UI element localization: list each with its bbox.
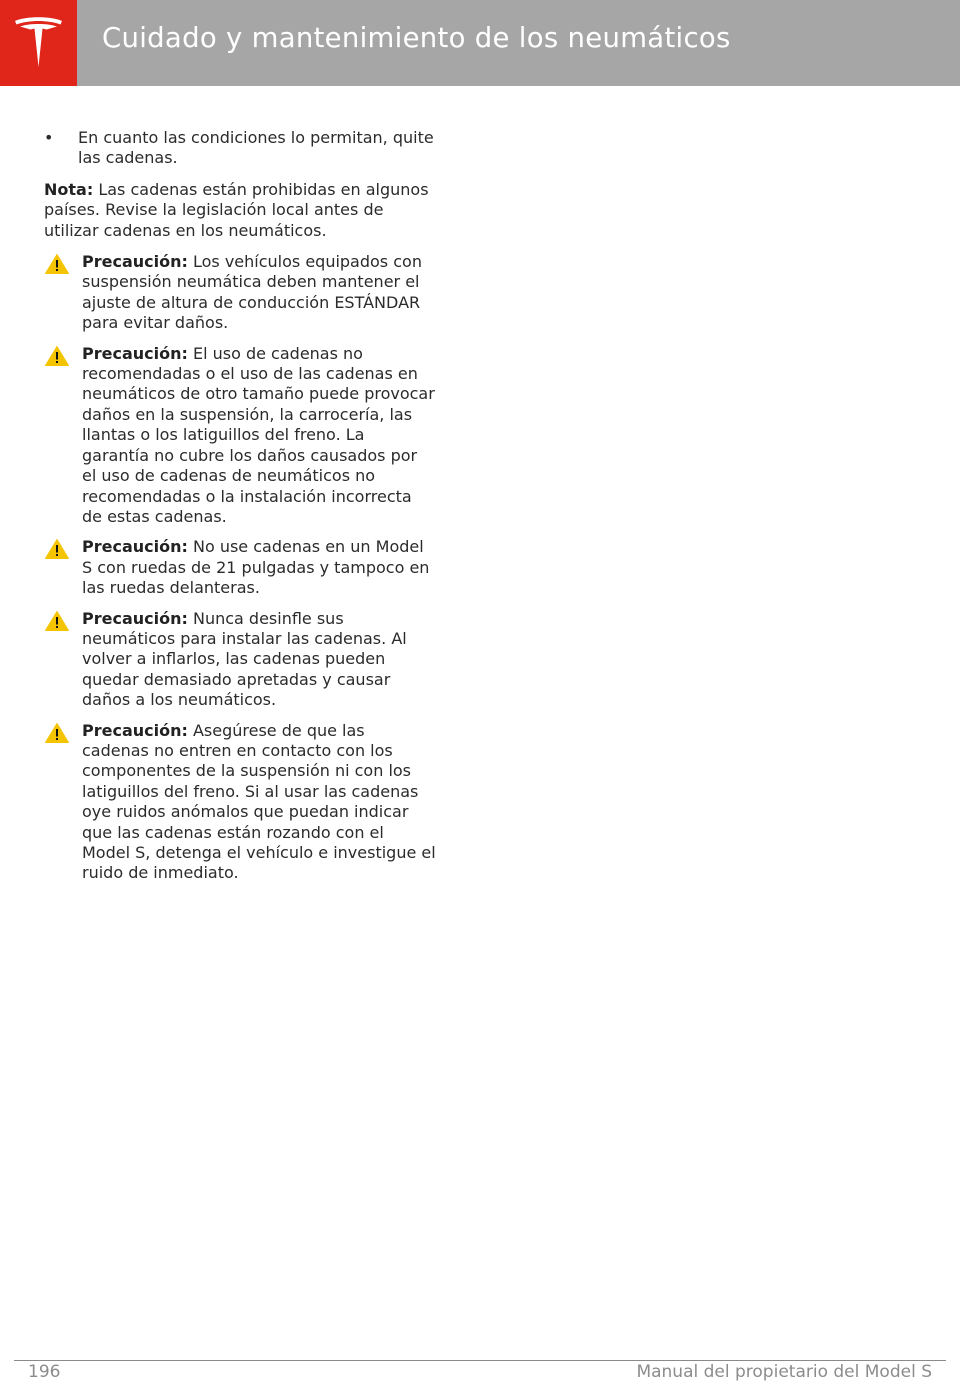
page-header: [0, 0, 960, 86]
note-label: Nota:: [44, 179, 94, 199]
caution-text: Los vehículos equipados con suspensión neumática deben mantener el ajuste de altura de conducción ESTÁNDAR para evitar daños.: [82, 252, 422, 333]
page-title: Cuidado y mantenimiento de los neumáticos: [102, 22, 731, 54]
page-number: 196: [28, 1362, 61, 1382]
bullet-marker: •: [44, 128, 54, 147]
bullet-item: [44, 128, 436, 169]
caution-block: [44, 344, 436, 528]
footer-divider: [14, 1360, 946, 1361]
tesla-logo-icon: [13, 17, 64, 69]
caution-block: [44, 252, 436, 334]
caution-text: Nunca desinfle sus neumáticos para instalar las cadenas. Al volver a inflarlos, las cadenas pueden quedar demasiado apretadas y causar daños a los neumáticos.: [82, 608, 407, 710]
caution-text: Asegúrese de que las cadenas no entren en contacto con los componentes de la suspensión ni con los latiguillos del freno. Si al usar las cadenas oye ruidos anómalos que puedan indicar que las cadenas están rozando con el Model S, detenga el vehículo e investigue el ruido de inmediato.: [82, 720, 436, 883]
caution-text: No use cadenas en un Model S con ruedas de 21 pulgadas y tampoco en las ruedas delanteras.: [82, 537, 430, 598]
caution-text: El uso de cadenas no recomendadas o el uso de las cadenas en neumáticos de otro tamaño puede provocar daños en la suspensión, la carrocería, las llantas o los latiguillos del freno. La garantía no cubre los daños causados por el uso de cadenas de neumáticos no recomendadas o la instalación incorrecta de estas cadenas.: [82, 343, 435, 526]
footer-title: Manual del propietario del Model S: [636, 1362, 932, 1382]
main-content: [44, 128, 436, 894]
caution-label: Precaución:: [82, 608, 188, 628]
caution-block: [44, 537, 436, 598]
warning-triangle-icon: [44, 345, 70, 367]
caution-label: Precaución:: [82, 720, 188, 740]
bullet-text: En cuanto las condiciones lo permitan, quite las cadenas.: [78, 128, 434, 168]
note-paragraph: [44, 180, 436, 241]
caution-label: Precaución:: [82, 252, 188, 272]
caution-label: Precaución:: [82, 343, 188, 363]
warning-triangle-icon: [44, 610, 70, 632]
caution-block: [44, 609, 436, 711]
warning-triangle-icon: [44, 538, 70, 560]
caution-block: [44, 721, 436, 884]
note-text: Las cadenas están prohibidas en algunos países. Revise la legislación local antes de utilizar cadenas en los neumáticos.: [44, 179, 429, 240]
caution-label: Precaución:: [82, 537, 188, 557]
warning-triangle-icon: [44, 722, 70, 744]
logo-block: [0, 0, 77, 86]
warning-triangle-icon: [44, 253, 70, 275]
